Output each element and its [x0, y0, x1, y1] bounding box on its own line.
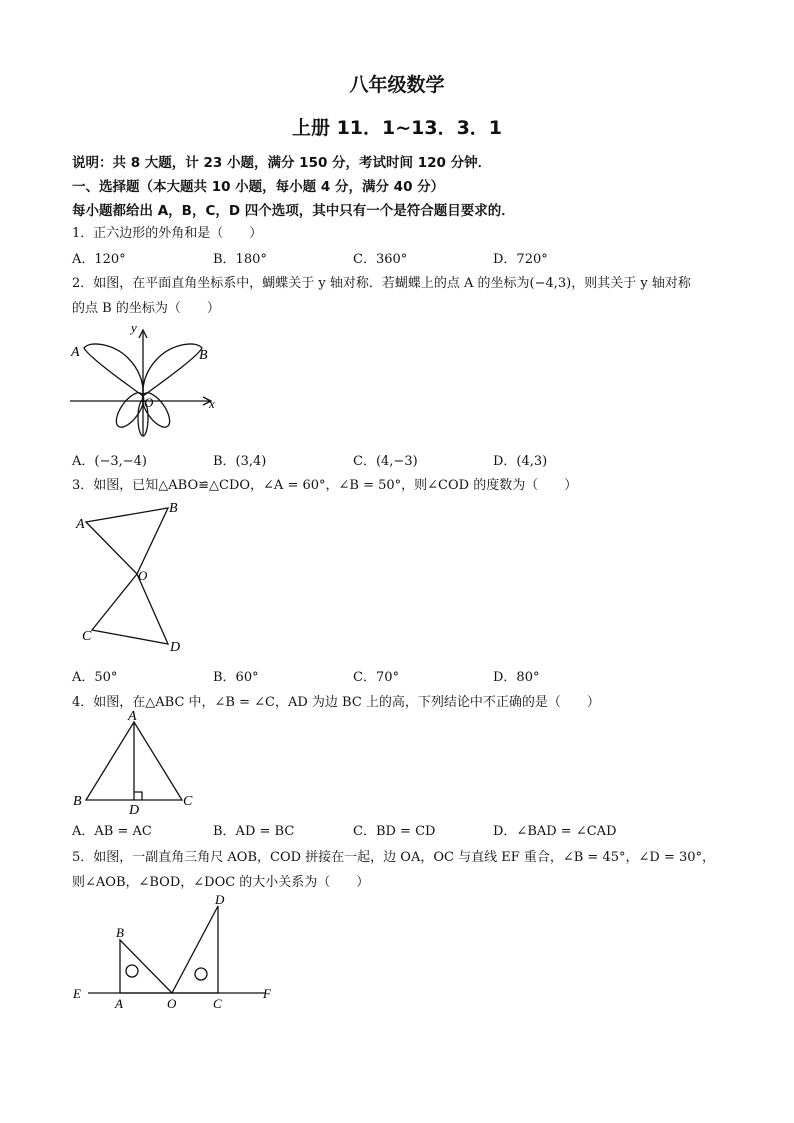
question-1-stem: 1．正六边形的外角和是（ ） — [72, 226, 263, 241]
fig5-point-o: O — [167, 996, 177, 1011]
fig3-point-a: A — [76, 517, 85, 532]
congruent-triangles-figure — [72, 496, 192, 656]
q3-option-a: A．50° — [72, 670, 118, 685]
q2-option-b: B．(3,4) — [213, 454, 267, 469]
q3-option-d: D．80° — [493, 670, 540, 685]
fig4-point-d: D — [129, 803, 140, 818]
question-5-stem-line1: 5．如图，一副直角三角尺 AOB，COD 拼接在一起，边 OA，OC 与直线 EF 重合，∠B = 45°，∠D = 30°， — [72, 850, 716, 865]
q1-option-d: D．720° — [493, 252, 548, 267]
question-4-stem: 4．如图，在△ABC 中，∠B = ∠C，AD 为边 BC 上的高，下列结论中不正确的是（ ） — [72, 695, 600, 710]
fig5-point-e: E — [73, 986, 81, 1001]
fig3-point-d: D — [170, 640, 181, 655]
fig4-point-c: C — [183, 794, 193, 809]
question-5-stem-line2: 则∠AOB，∠BOD，∠DOC 的大小关系为（ ） — [72, 875, 370, 890]
question-2-stem-line2: 的点 B 的坐标为（ ） — [72, 301, 220, 316]
fig5-point-d: D — [215, 892, 225, 907]
q1-option-a: A．120° — [72, 252, 126, 267]
fig5-point-f: F — [263, 986, 271, 1001]
question-3-stem: 3．如图，已知△ABO≌△CDO，∠A = 60°，∠B = 50°，则∠COD 的度数为（ ） — [72, 478, 578, 493]
fig5-point-b: B — [116, 925, 124, 940]
butterfly-y-label: y — [131, 320, 137, 335]
butterfly-x-label: x — [209, 396, 215, 411]
q3-option-c: C．70° — [353, 670, 399, 685]
page-subtitle: 上册 11．1~13．3．1 — [291, 117, 503, 139]
q4-option-a: A．AB = AC — [72, 824, 152, 839]
fig3-point-b: B — [169, 501, 178, 516]
fig3-point-o: O — [138, 568, 148, 583]
fig5-point-a: A — [115, 996, 123, 1011]
q2-option-a: A．(−3,−4) — [72, 454, 147, 469]
page-title: 八年级数学 — [349, 74, 445, 96]
butterfly-figure — [66, 318, 226, 443]
butterfly-origin: O — [144, 395, 154, 410]
q4-option-d: D．∠BAD = ∠CAD — [493, 824, 617, 839]
fig5-point-c: C — [213, 996, 222, 1011]
q3-option-b: B．60° — [213, 670, 259, 685]
fig4-point-a: A — [128, 709, 137, 724]
set-squares-figure — [70, 892, 290, 1012]
isosceles-triangle-figure — [70, 708, 200, 818]
q2-option-c: C．(4,−3) — [353, 454, 418, 469]
q1-option-c: C．360° — [353, 252, 408, 267]
fig3-point-c: C — [82, 629, 92, 644]
q4-option-c: C．BD = CD — [353, 824, 436, 839]
q4-option-b: B．AD = BC — [213, 824, 295, 839]
fig4-point-b: B — [73, 794, 82, 809]
instructions: 说明：共 8 大题，计 23 小题，满分 150 分，考试时间 120 分钟． — [72, 155, 492, 171]
butterfly-point-a: A — [71, 345, 80, 360]
section-heading: 一、选择题（本大题共 10 小题，每小题 4 分，满分 40 分） — [72, 179, 445, 195]
q1-option-b: B．180° — [213, 252, 267, 267]
butterfly-point-b: B — [199, 348, 208, 363]
section-note: 每小题都给出 A，B，C，D 四个选项，其中只有一个是符合题目要求的． — [72, 203, 515, 219]
q2-option-d: D．(4,3) — [493, 454, 548, 469]
question-2-stem-line1: 2．如图，在平面直角坐标系中，蝴蝶关于 y 轴对称．若蝴蝶上的点 A 的坐标为(−4,3)，则其关于 y 轴对称 — [72, 276, 691, 291]
